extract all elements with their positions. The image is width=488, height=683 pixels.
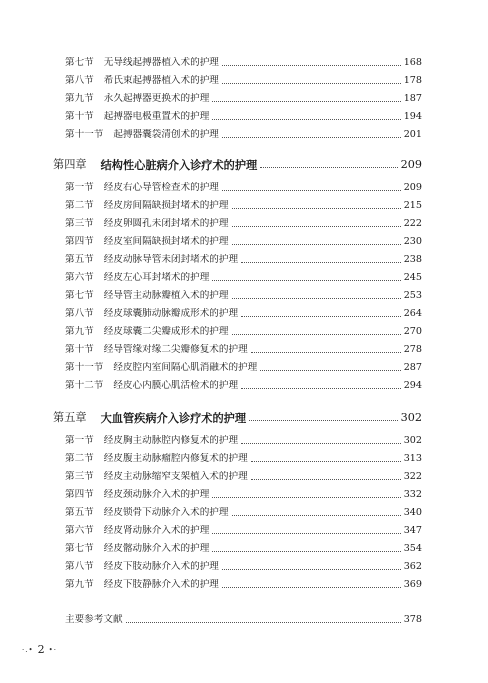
toc-section-number: 第八节 [65, 561, 94, 572]
toc-entry [65, 579, 422, 591]
toc-entry [65, 75, 422, 87]
toc-page-number: 253 [403, 290, 422, 301]
toc-page-number: 378 [403, 614, 422, 625]
toc-entry [65, 489, 422, 501]
toc-leader-dots [232, 298, 401, 299]
toc-title: 经皮房间隔缺损封堵术的护理 [103, 200, 229, 211]
toc-title: 经皮腹主动脉瘤腔内修复术的护理 [103, 453, 248, 464]
toc-leader-dots [241, 262, 401, 263]
toc-section-number: 第五节 [65, 507, 94, 518]
toc-leader-dots [241, 443, 401, 444]
toc-title: 经导管缘对缘二尖瓣修复术的护理 [103, 344, 248, 355]
toc-page-number: 168 [403, 57, 422, 68]
toc-title: 无导线起搏器植入术的护理 [103, 57, 219, 68]
toc-title: 经皮下肢动脉介入术的护理 [103, 561, 219, 572]
toc-entry [65, 57, 422, 69]
toc-title: 经皮心内膜心肌活检术的护理 [113, 380, 239, 391]
toc-section-number: 第五章 [53, 411, 87, 424]
toc-leader-dots [222, 83, 401, 84]
toc-section-number: 第九节 [65, 579, 94, 590]
toc-page-number: 354 [403, 543, 422, 554]
toc-leader-dots [212, 533, 400, 534]
toc-entry [65, 435, 422, 447]
toc-page-number: 264 [403, 308, 422, 319]
toc-title: 希氏束起搏器植入术的护理 [103, 75, 219, 86]
toc-section-number: 第八节 [65, 75, 94, 86]
toc-page-number: 362 [403, 561, 422, 572]
toc-section-number: 第二节 [65, 453, 94, 464]
toc-title: 主要参考文献 [65, 614, 123, 625]
toc-title: 永久起搏器更换术的护理 [103, 93, 210, 104]
toc-section-number: 第三节 [65, 218, 94, 229]
toc-leader-dots [251, 461, 401, 462]
toc-section-number: 第六节 [65, 272, 94, 283]
toc-section-number: 第四章 [53, 158, 87, 171]
toc-title: 经皮锁骨下动脉介入术的护理 [103, 507, 229, 518]
toc-title: 经导管主动脉瓣植入术的护理 [103, 290, 229, 301]
toc-title: 经皮肾动脉介入术的护理 [103, 525, 210, 536]
toc-chapter [53, 158, 422, 172]
toc-title: 经皮下肢静脉介入术的护理 [103, 579, 219, 590]
toc-entry [65, 93, 422, 105]
toc-leader-dots [222, 190, 401, 191]
toc-title: 经皮动脉导管未闭封堵术的护理 [103, 254, 239, 265]
toc-entry [65, 182, 422, 194]
toc-references [65, 614, 422, 626]
toc-title: 经皮胸主动脉腔内修复术的护理 [103, 435, 239, 446]
toc-leader-dots [251, 479, 401, 480]
page-footer [22, 643, 57, 656]
toc-page-number: 245 [403, 272, 422, 283]
toc-section-number: 第一节 [65, 435, 94, 446]
toc-title: 经皮室间隔缺损封堵术的护理 [103, 236, 229, 247]
toc-entry [65, 290, 422, 302]
toc-entry [65, 272, 422, 284]
toc-section-number: 第五节 [65, 254, 94, 265]
toc-leader-dots [232, 226, 401, 227]
toc-section-number: 第六节 [65, 525, 94, 536]
toc-title: 经皮左心耳封堵术的护理 [103, 272, 210, 283]
toc-section-number: 第四节 [65, 489, 94, 500]
toc-leader-dots [260, 167, 397, 168]
toc-section-number: 第七节 [65, 57, 94, 68]
toc-leader-dots [241, 388, 401, 389]
toc-page-number: 302 [403, 435, 422, 446]
toc-entry [65, 236, 422, 248]
toc-section-number: 第七节 [65, 543, 94, 554]
toc-entry [65, 453, 422, 465]
toc-entry [65, 218, 422, 230]
toc-entry [65, 380, 422, 392]
toc-entry [65, 326, 422, 338]
toc-entry [65, 543, 422, 555]
toc-title: 经皮右心导管检查术的护理 [103, 182, 219, 193]
toc-page-number: 230 [403, 236, 422, 247]
toc-leader-dots [212, 497, 400, 498]
footer-ornament-left: ·.• [22, 645, 34, 654]
toc-chapter [53, 411, 422, 425]
toc-section-number: 第十二节 [65, 380, 104, 391]
toc-title: 大血管疾病介入诊疗术的护理 [100, 411, 247, 425]
toc-section-number: 第二节 [65, 200, 94, 211]
toc-entry [65, 129, 422, 141]
toc-section-number: 第三节 [65, 471, 94, 482]
toc-page-number: 222 [403, 218, 422, 229]
toc-page-number: 278 [403, 344, 422, 355]
toc-page-number: 209 [400, 158, 422, 171]
toc-page-number: 215 [403, 200, 422, 211]
toc-leader-dots [212, 101, 400, 102]
toc-entry [65, 561, 422, 573]
toc-section-number: 第九节 [65, 326, 94, 337]
toc-page-number: 369 [403, 579, 422, 590]
toc-title: 经皮颈动脉介入术的护理 [103, 489, 210, 500]
toc-title: 经皮腔内室间隔心肌消融术的护理 [113, 362, 258, 373]
toc-entry [65, 362, 422, 374]
toc-entry [65, 308, 422, 320]
footer-ornament-right: •· [48, 645, 57, 654]
toc-section-number: 第九节 [65, 93, 94, 104]
toc-leader-dots [232, 515, 401, 516]
toc-leader-dots [222, 65, 401, 66]
toc-leader-dots [260, 370, 400, 371]
toc-title: 经皮主动脉缩窄支架植入术的护理 [103, 471, 248, 482]
toc-section-number: 第七节 [65, 290, 94, 301]
toc-title: 起搏器囊袋清创术的护理 [113, 129, 219, 140]
toc-leader-dots [126, 622, 401, 623]
toc-leader-dots [249, 420, 398, 421]
toc-title: 经皮卵圆孔未闭封堵术的护理 [103, 218, 229, 229]
toc-leader-dots [212, 551, 400, 552]
toc-leader-dots [232, 244, 401, 245]
footer-page-number: 2 [37, 643, 45, 656]
toc-entry [65, 254, 422, 266]
toc-page-number: 287 [403, 362, 422, 373]
toc-leader-dots [241, 316, 401, 317]
toc-entry [65, 471, 422, 483]
toc-title: 起搏器电极重置术的护理 [103, 111, 210, 122]
toc-leader-dots [222, 137, 401, 138]
toc-leader-dots [212, 119, 400, 120]
toc-page-number: 322 [403, 471, 422, 482]
toc-page-number: 201 [403, 129, 422, 140]
toc-page-number: 209 [403, 182, 422, 193]
toc-leader-dots [222, 587, 401, 588]
toc-title: 经皮球囊二尖瓣成形术的护理 [103, 326, 229, 337]
toc-title: 结构性心脏病介入诊疗术的护理 [100, 158, 258, 172]
toc-page-number: 187 [403, 93, 422, 104]
toc-page-number: 238 [403, 254, 422, 265]
toc-section-number: 第十节 [65, 344, 94, 355]
toc-leader-dots [222, 569, 401, 570]
toc-section-number: 第一节 [65, 182, 94, 193]
toc-title: 经皮髂动脉介入术的护理 [103, 543, 210, 554]
toc-entry [65, 525, 422, 537]
toc-page-number: 294 [403, 380, 422, 391]
toc-section-number: 第十一节 [65, 129, 104, 140]
toc-section-number: 第八节 [65, 308, 94, 319]
toc-leader-dots [232, 334, 401, 335]
toc-page-number: 313 [403, 453, 422, 464]
toc-page-number: 270 [403, 326, 422, 337]
toc-entry [65, 111, 422, 123]
toc-entry [65, 344, 422, 356]
toc-page-number: 332 [403, 489, 422, 500]
toc-section-number: 第十一节 [65, 362, 104, 373]
toc-section-number: 第四节 [65, 236, 94, 247]
toc-page-number: 302 [400, 411, 422, 424]
toc-page-number: 340 [403, 507, 422, 518]
toc-title: 经皮球囊肺动脉瓣成形术的护理 [103, 308, 239, 319]
toc-leader-dots [232, 208, 401, 209]
toc-page-number: 178 [403, 75, 422, 86]
toc-page-number: 194 [403, 111, 422, 122]
toc-leader-dots [251, 352, 401, 353]
toc-section-number: 第十节 [65, 111, 94, 122]
toc-leader-dots [212, 280, 400, 281]
toc-page-number: 347 [403, 525, 422, 536]
toc-entry [65, 507, 422, 519]
toc-entry [65, 200, 422, 212]
